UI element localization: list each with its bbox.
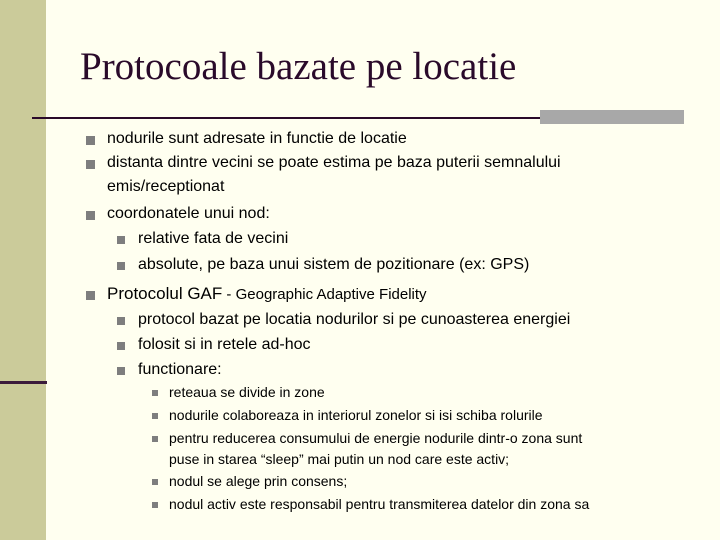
- bullet-text-continuation: emis/receptionat: [107, 178, 225, 195]
- square-bullet-icon: [152, 436, 158, 442]
- square-bullet-icon: [152, 390, 158, 396]
- left-decorative-bar: [0, 0, 46, 540]
- third-level-text: nodul activ este responsabil pentru transmiterea datelor din zona sa: [169, 496, 590, 512]
- square-bullet-icon: [86, 160, 95, 169]
- gaf-heading-subtitle: - Geographic Adaptive Fidelity: [222, 286, 427, 303]
- square-bullet-icon: [117, 317, 125, 325]
- sub-bullet-text: functionare:: [138, 361, 222, 378]
- third-level-text: nodurile colaboreaza in interiorul zonelor si isi schiba rolurile: [169, 407, 543, 423]
- square-bullet-icon: [152, 479, 158, 485]
- square-bullet-icon: [117, 367, 125, 375]
- square-bullet-icon: [152, 502, 158, 508]
- left-bar-divider: [0, 381, 47, 384]
- sub-bullet-text: absolute, pe baza unui sistem de pozitionare (ex: GPS): [138, 256, 530, 273]
- gaf-heading: [107, 284, 427, 304]
- sub-bullet-text: protocol bazat pe locatia nodurilor si pe cunoasterea energiei: [138, 311, 571, 328]
- sub-bullet-text: relative fata de vecini: [138, 230, 289, 247]
- slide-title: Protocoale bazate pe locatie: [80, 45, 517, 88]
- bullet-text: distanta dintre vecini se poate estima pe baza puterii semnalului: [107, 154, 561, 171]
- square-bullet-icon: [117, 262, 125, 270]
- third-level-text: nodul se alege prin consens;: [169, 473, 348, 489]
- square-bullet-icon: [117, 342, 125, 350]
- third-level-text: reteaua se divide in zone: [169, 384, 325, 400]
- sub-bullet-text: folosit si in retele ad-hoc: [138, 336, 311, 353]
- title-accent-bar: [540, 110, 684, 124]
- bullet-text: coordonatele unui nod:: [107, 205, 270, 222]
- third-level-text-continuation: puse in starea “sleep” mai putin un nod care este activ;: [169, 451, 510, 467]
- square-bullet-icon: [152, 413, 158, 419]
- square-bullet-icon: [86, 211, 95, 220]
- square-bullet-icon: [117, 236, 125, 244]
- gaf-heading-main: Protocolul GAF: [107, 284, 223, 303]
- third-level-text: pentru reducerea consumului de energie nodurile dintr-o zona sunt: [169, 430, 583, 446]
- square-bullet-icon: [86, 136, 95, 145]
- square-bullet-icon: [86, 291, 95, 300]
- bullet-text: nodurile sunt adresate in functie de locatie: [107, 130, 407, 147]
